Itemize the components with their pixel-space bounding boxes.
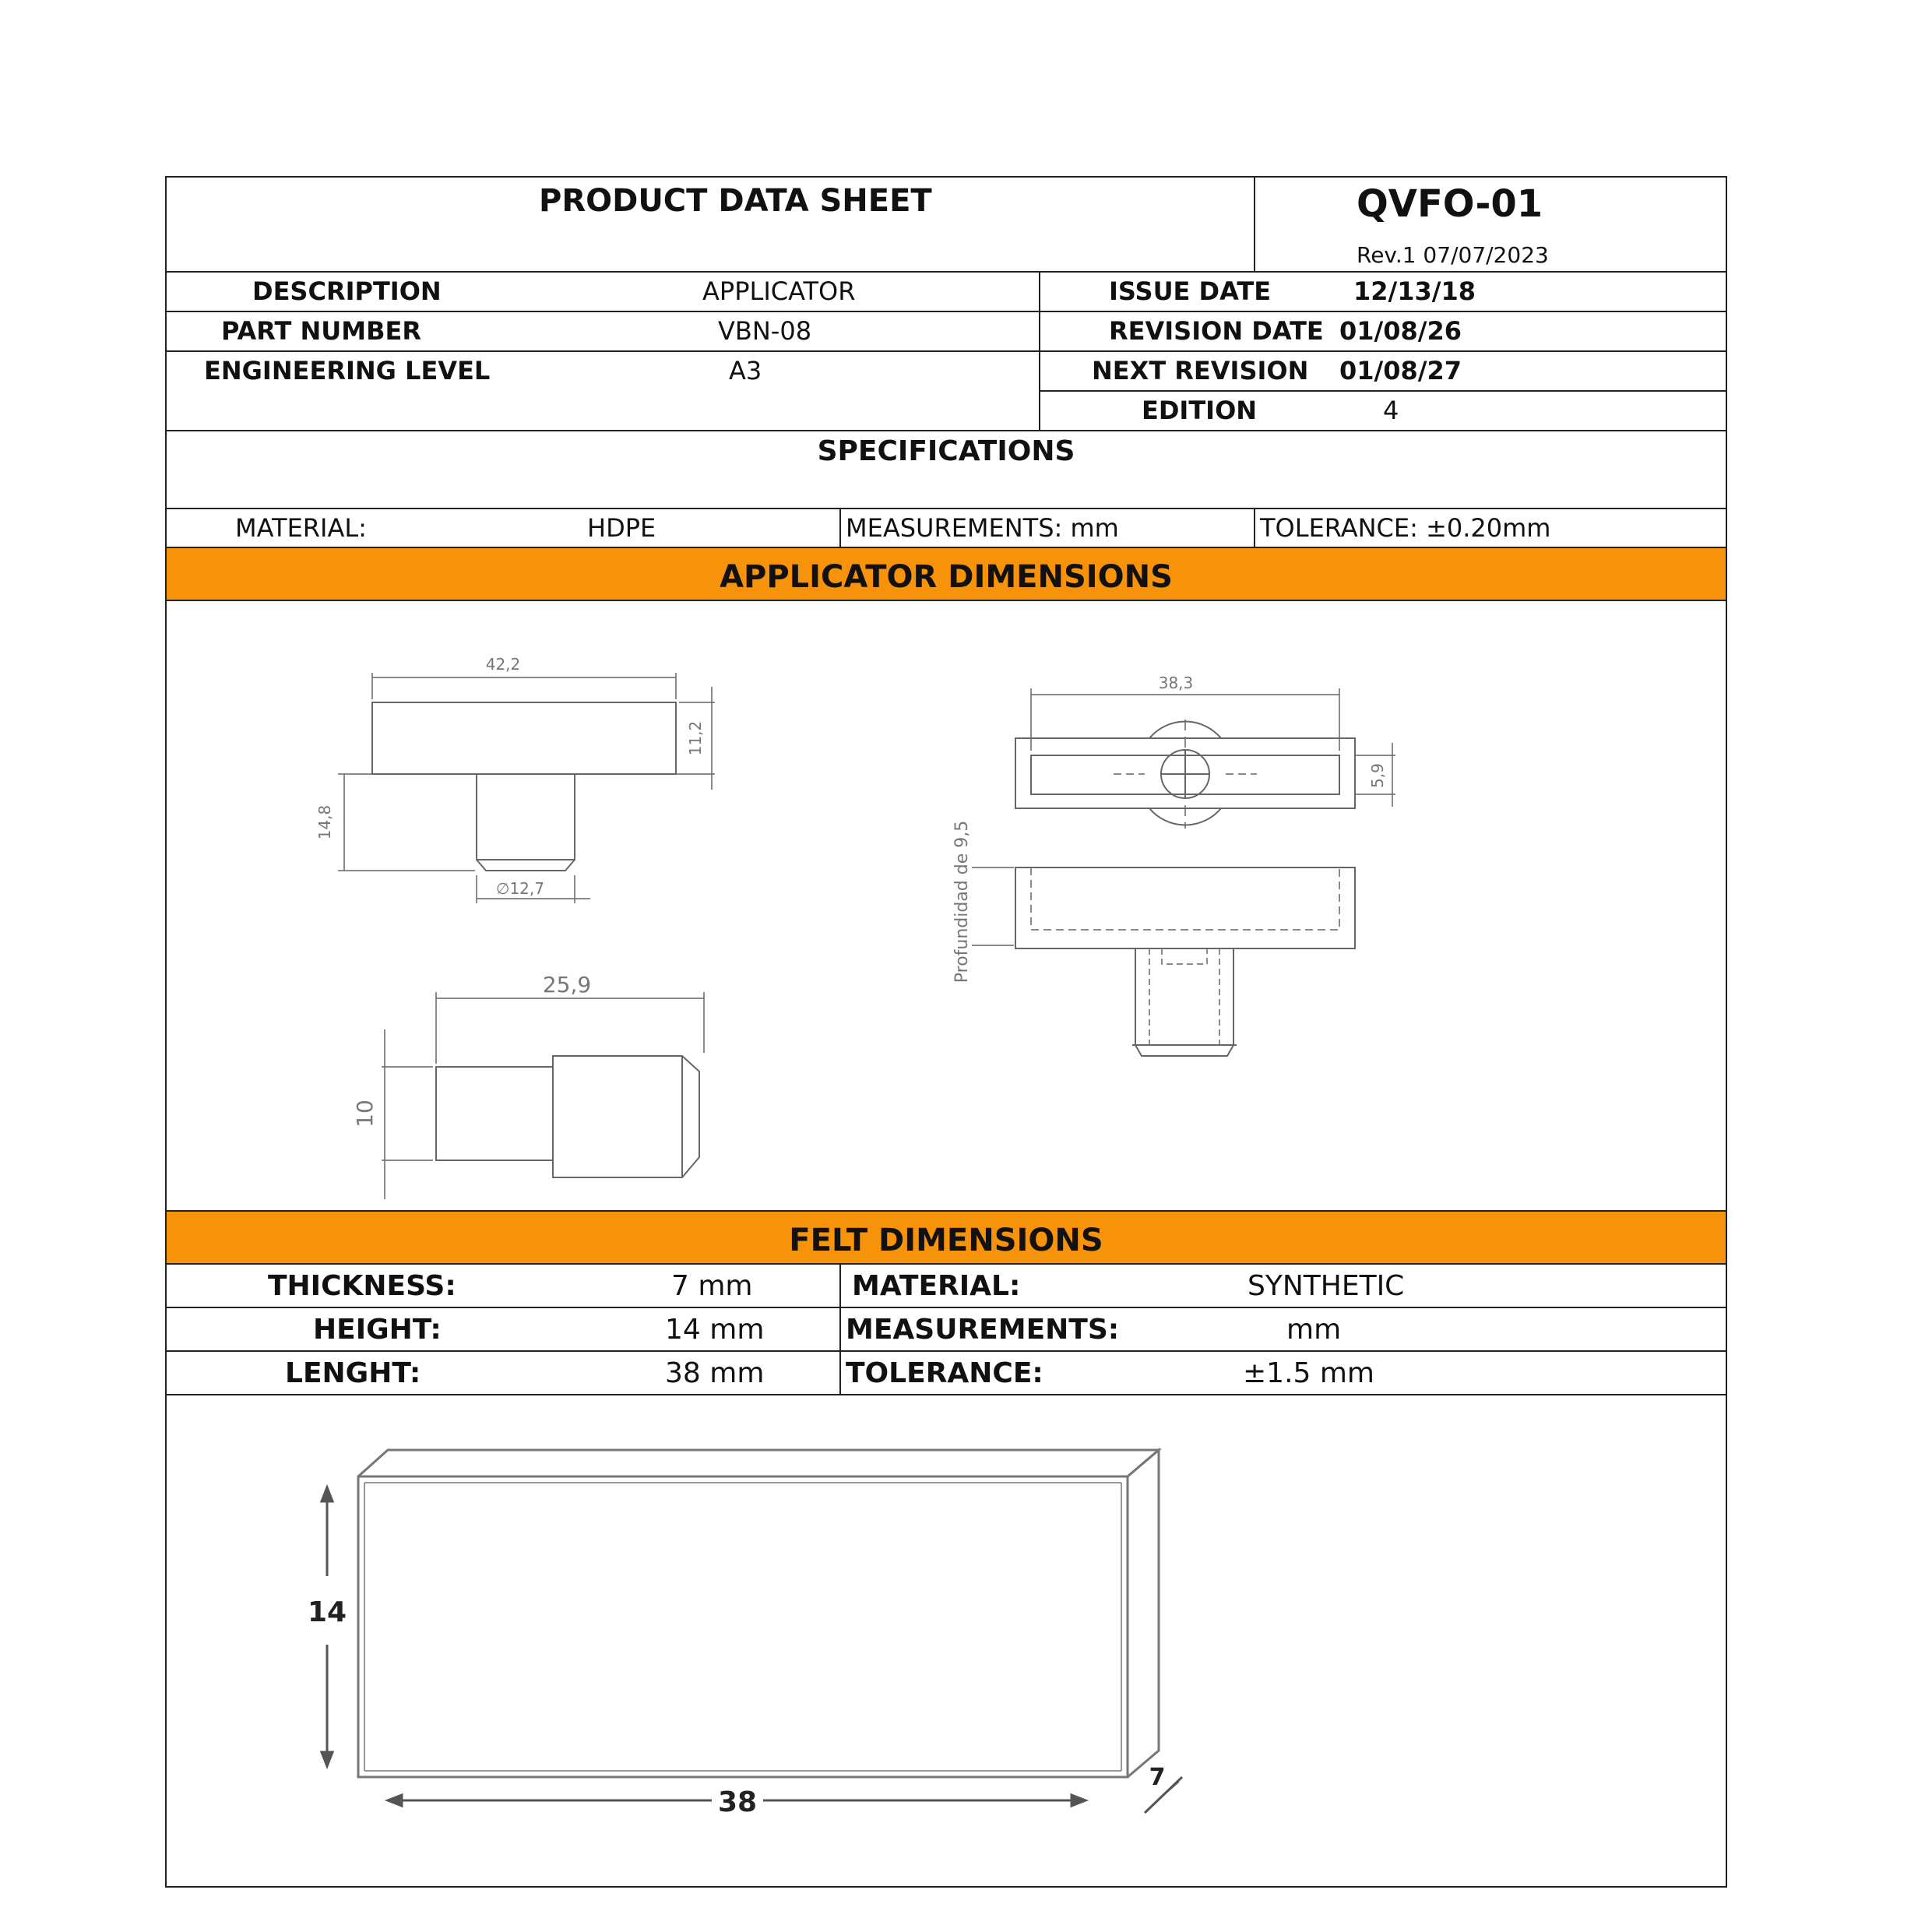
felt-tolerance-label: TOLERANCE: xyxy=(846,1357,1043,1389)
applicator-dimensions-bar xyxy=(167,547,1726,601)
felt-dimensions-title: FELT DIMENSIONS xyxy=(789,1223,1103,1258)
felt-dim-height: 14 xyxy=(307,1596,347,1628)
dim-side-height-label: 10 xyxy=(352,1100,378,1128)
next-revision-value: 01/08/27 xyxy=(1339,356,1462,385)
product-data-sheet xyxy=(165,176,1727,1888)
depth-note: Profundidad de 9,5 xyxy=(952,820,972,984)
felt-length-value: 38 mm xyxy=(665,1357,765,1389)
dim-cap-height-label: 11,2 xyxy=(686,720,705,756)
spec-material-value: HDPE xyxy=(587,513,656,543)
description-value: APPLICATOR xyxy=(702,276,856,306)
spec-tolerance: TOLERANCE: ±0.20mm xyxy=(1260,513,1551,543)
edition-value: 4 xyxy=(1383,396,1399,425)
felt-top-face xyxy=(358,1450,1159,1476)
felt-side-face xyxy=(1128,1450,1159,1777)
felt-dim-length: 38 xyxy=(717,1786,758,1818)
applicator-front-view xyxy=(338,673,715,903)
revision-date-value: 01/08/26 xyxy=(1339,316,1462,346)
felt-dimensions-bar xyxy=(167,1210,1726,1265)
issue-date-label: ISSUE DATE xyxy=(1109,276,1272,306)
document-code: QVFO-01 xyxy=(1357,182,1543,226)
applicator-top-view xyxy=(1015,688,1395,829)
engineering-level-value: A3 xyxy=(729,356,762,385)
spec-material-label: MATERIAL: xyxy=(235,513,367,543)
felt-tolerance-value: ±1.5 mm xyxy=(1243,1357,1374,1389)
issue-date-value: 12/13/18 xyxy=(1353,276,1476,306)
felt-thickness-value: 7 mm xyxy=(671,1270,753,1302)
dim-side-length-label: 25,9 xyxy=(542,972,592,998)
revision-date-label: REVISION DATE xyxy=(1109,316,1324,346)
felt-front-face xyxy=(358,1476,1128,1777)
description-label: DESCRIPTION xyxy=(252,276,442,306)
spec-measurements: MEASUREMENTS: mm xyxy=(846,513,1119,543)
next-revision-label: NEXT REVISION xyxy=(1092,356,1309,385)
sheet-title: PRODUCT DATA SHEET xyxy=(539,183,932,219)
felt-measurements-value: mm xyxy=(1286,1314,1342,1346)
felt-material-label: MATERIAL: xyxy=(852,1270,1021,1302)
dim-top-height-label: 5,9 xyxy=(1368,763,1387,788)
part-number-label: PART NUMBER xyxy=(221,316,421,346)
dim-top-width-label: 38,3 xyxy=(1158,674,1194,692)
applicator-dimensions-title: APPLICATOR DIMENSIONS xyxy=(720,559,1173,595)
applicator-section-view xyxy=(972,867,1355,1056)
felt-height-value: 14 mm xyxy=(665,1314,765,1346)
felt-drawing xyxy=(167,1395,1726,1886)
header-divider xyxy=(1254,178,1255,271)
felt-thickness-label: THICKNESS: xyxy=(268,1270,456,1302)
applicator-drawings xyxy=(167,603,1726,1383)
specifications-title: SPECIFICATIONS xyxy=(817,435,1075,467)
applicator-side-view xyxy=(382,992,704,1199)
felt-measurements-label: MEASUREMENTS: xyxy=(846,1314,1120,1346)
part-number-value: VBN-08 xyxy=(718,316,812,346)
dim-total-height-label: 14,8 xyxy=(315,804,334,840)
felt-length-label: LENGHT: xyxy=(285,1357,421,1389)
engineering-level-label: ENGINEERING LEVEL xyxy=(204,356,491,385)
felt-height-label: HEIGHT: xyxy=(313,1314,442,1346)
felt-dim-thickness: 7 xyxy=(1149,1764,1166,1791)
revision-stamp: Rev.1 07/07/2023 xyxy=(1357,242,1549,268)
dim-width-label: 42,2 xyxy=(485,655,521,674)
edition-label: EDITION xyxy=(1142,396,1258,425)
dim-diameter-label: ∅12,7 xyxy=(496,879,544,898)
felt-material-value: SYNTHETIC xyxy=(1248,1270,1405,1302)
